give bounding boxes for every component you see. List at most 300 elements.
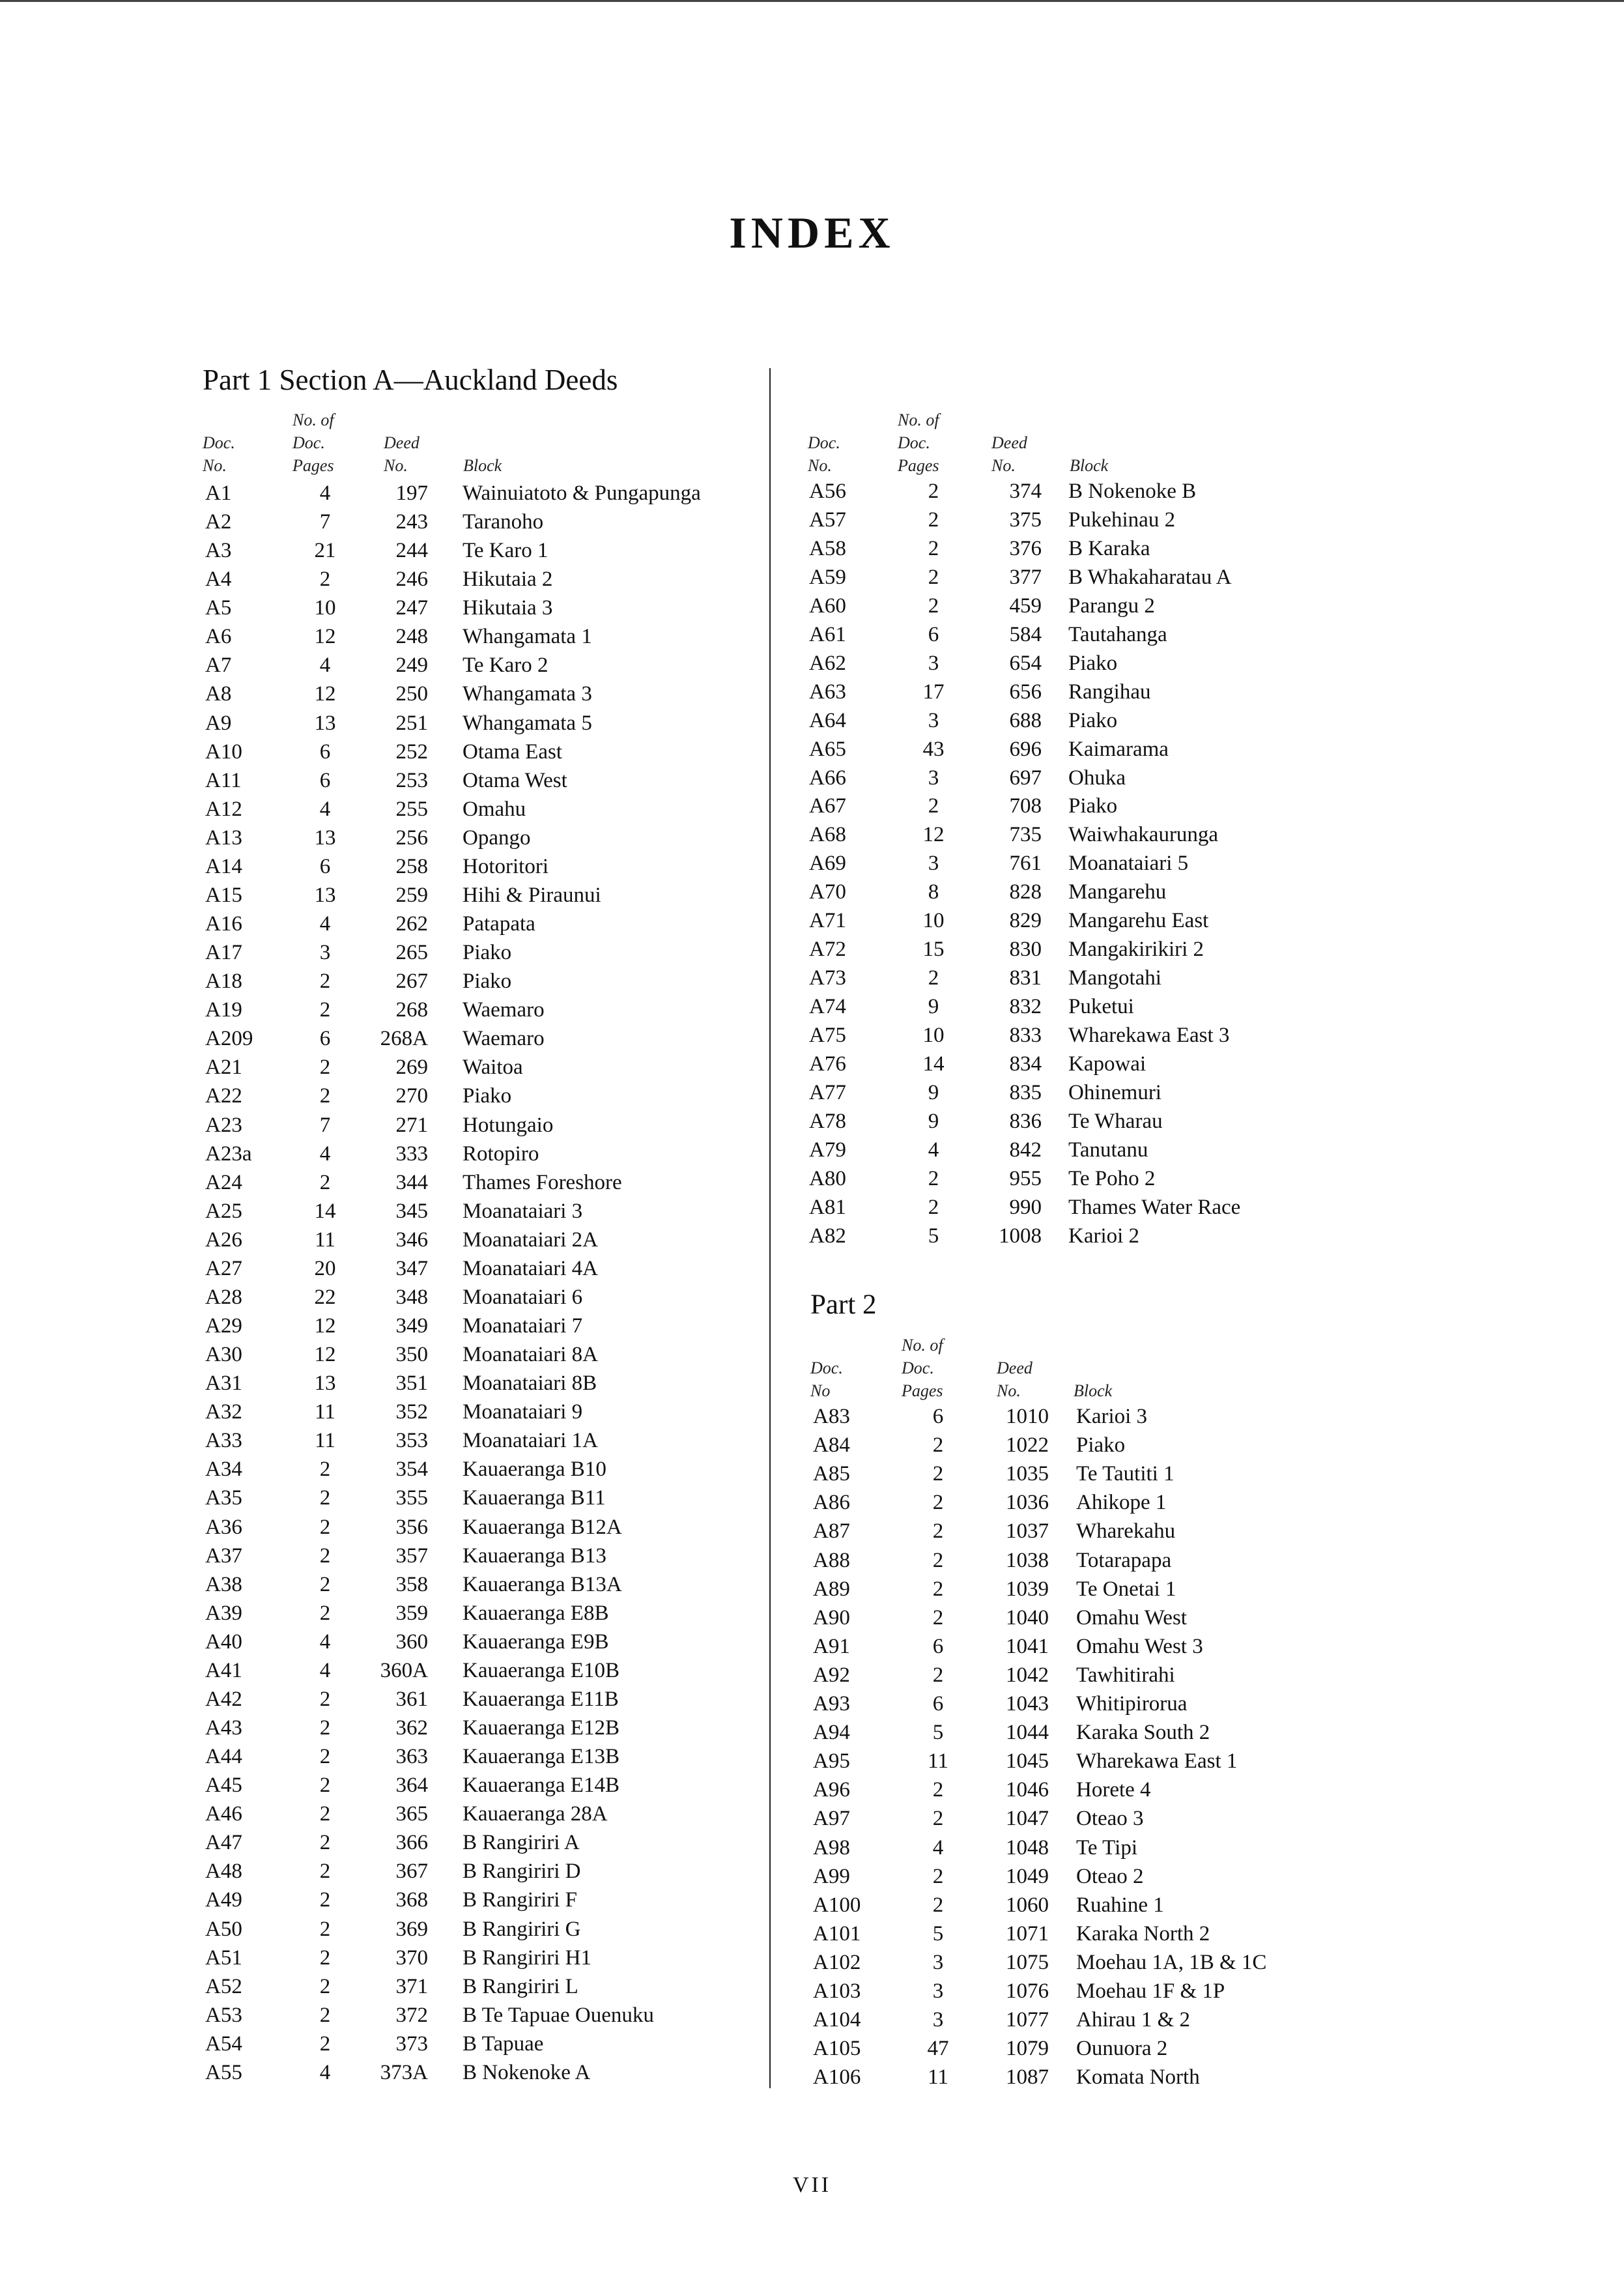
doc-number: A42 — [205, 1687, 242, 1711]
doc-number: A1 — [205, 481, 232, 505]
index-row — [810, 1546, 1397, 1575]
block-name: Whangamata 3 — [463, 682, 592, 706]
index-row — [203, 1685, 763, 1714]
page-count: 8 — [928, 880, 939, 904]
deed-number: 251 — [395, 711, 428, 735]
block-name: Piako — [463, 970, 512, 994]
index-row — [203, 738, 763, 766]
doc-number: A45 — [205, 1774, 242, 1798]
block-name: Piako — [463, 1084, 512, 1108]
part1-heading: Part 1 Section A—Auckland Deeds — [203, 364, 618, 396]
page-count: 11 — [315, 1400, 335, 1424]
block-name: Karioi 3 — [1076, 1405, 1148, 1428]
index-row — [203, 1771, 763, 1800]
block-name: Piako — [1076, 1433, 1126, 1458]
index-row — [203, 1053, 763, 1082]
index-row — [810, 1862, 1397, 1891]
deed-number: 355 — [395, 1486, 428, 1510]
deed-number: 373 — [395, 2032, 428, 2056]
deed-number: 1060 — [1006, 1893, 1049, 1917]
page-count: 7 — [319, 1113, 331, 1137]
index-row — [808, 678, 1394, 706]
block-name: Whangamata 5 — [463, 711, 592, 735]
doc-number: A78 — [809, 1109, 846, 1133]
block-name: B Te Tapuae Ouenuku — [463, 2003, 654, 2027]
block-name: Wharekawa East 1 — [1076, 1749, 1238, 1774]
index-row — [808, 964, 1394, 992]
deed-number: 1039 — [1006, 1577, 1049, 1601]
doc-number: A66 — [809, 766, 846, 790]
block-name: Te Tipi — [1076, 1835, 1137, 1860]
header-deed-no — [991, 431, 1027, 477]
index-row — [203, 1656, 763, 1685]
deed-number: 1008 — [999, 1224, 1042, 1248]
doc-number: A76 — [809, 1052, 846, 1076]
block-name: Wainuiatoto & Pungapunga — [463, 481, 701, 505]
doc-number: A77 — [809, 1080, 846, 1104]
deed-number: 350 — [395, 1343, 428, 1367]
page-count: 43 — [922, 737, 945, 761]
index-row — [808, 592, 1394, 620]
doc-number: A86 — [813, 1491, 850, 1515]
header-deed-line2: No. — [997, 1381, 1021, 1400]
page-count: 2 — [319, 998, 331, 1022]
block-name: Hikutaia 2 — [463, 568, 553, 592]
index-row — [203, 709, 763, 738]
doc-number: A95 — [813, 1749, 850, 1774]
deed-number: 249 — [395, 654, 428, 678]
page-count: 4 — [928, 1138, 939, 1162]
block-name: Pukehinau 2 — [1068, 508, 1176, 532]
block-name: Moanataiari 3 — [463, 1199, 583, 1223]
header-deed-line2: No. — [384, 456, 408, 475]
page-count: 3 — [928, 708, 939, 732]
deed-number: 256 — [395, 826, 428, 850]
page-count: 2 — [319, 2003, 331, 2027]
page-count: 2 — [319, 1716, 331, 1740]
page-count: 3 — [928, 852, 939, 876]
page-count: 21 — [314, 539, 336, 563]
page-count: 2 — [319, 1486, 331, 1510]
deed-number: 1038 — [1006, 1548, 1049, 1572]
doc-number: A41 — [205, 1658, 242, 1682]
block-name: Waemaro — [463, 998, 545, 1022]
doc-number: A43 — [205, 1716, 242, 1740]
doc-number: A82 — [809, 1224, 846, 1248]
block-name: Ounuora 2 — [1076, 2037, 1168, 2061]
index-row — [203, 1283, 763, 1312]
block-name: Kauaeranga E8B — [463, 1601, 609, 1625]
page-count: 4 — [319, 1658, 331, 1682]
block-name: Te Tautiti 1 — [1076, 1462, 1175, 1486]
index-row — [203, 1972, 763, 2001]
deed-number: 364 — [395, 1774, 428, 1798]
deed-number: 358 — [395, 1572, 428, 1596]
page-count: 2 — [319, 1170, 331, 1194]
deed-number: 833 — [1009, 1024, 1042, 1048]
page-count: 4 — [319, 654, 331, 678]
index-row — [808, 1107, 1394, 1136]
index-row — [810, 1661, 1397, 1689]
page-count: 2 — [932, 1577, 944, 1601]
doc-number: A29 — [205, 1314, 242, 1338]
page-count: 2 — [928, 565, 939, 589]
deed-number: 696 — [1009, 737, 1042, 761]
block-name: B Rangiriri L — [463, 1974, 578, 1998]
block-name: Karaka North 2 — [1076, 1921, 1210, 1946]
index-row — [810, 1459, 1397, 1488]
page-count: 4 — [319, 797, 331, 821]
doc-number: A83 — [813, 1405, 850, 1428]
doc-number: A19 — [205, 998, 242, 1022]
doc-number: A60 — [809, 594, 846, 618]
page-count: 2 — [928, 1166, 939, 1190]
deed-number: 375 — [1009, 508, 1042, 532]
block-name: Mangakirikiri 2 — [1068, 938, 1204, 962]
block-name: Waitoa — [463, 1056, 523, 1080]
deed-number: 1044 — [1006, 1721, 1049, 1745]
doc-number: A105 — [813, 2037, 861, 2061]
doc-number: A10 — [205, 740, 242, 764]
block-name: Omahu West 3 — [1076, 1634, 1203, 1658]
page-count: 4 — [319, 912, 331, 936]
block-name: Mangarehu East — [1068, 909, 1209, 933]
index-row — [810, 1718, 1397, 1747]
index-row — [203, 1140, 763, 1168]
deed-number: 359 — [395, 1601, 428, 1625]
doc-number: A61 — [809, 622, 846, 646]
block-name: Hikutaia 3 — [463, 596, 553, 620]
doc-number: A31 — [205, 1372, 242, 1396]
part1-right-rows — [808, 477, 1394, 1272]
doc-number: A68 — [809, 823, 846, 847]
block-name: B Nokenoke A — [463, 2060, 591, 2084]
block-name: Waiwhakaurunga — [1068, 823, 1219, 847]
deed-number: 253 — [395, 768, 428, 792]
index-row — [808, 764, 1394, 792]
part1-left-rows — [203, 479, 763, 2095]
doc-number: A38 — [205, 1572, 242, 1596]
index-row — [203, 1254, 763, 1283]
index-row — [203, 1599, 763, 1628]
page-count: 2 — [932, 1548, 944, 1572]
block-name: Moanataiari 9 — [463, 1400, 583, 1424]
index-row — [808, 849, 1394, 878]
page-count: 11 — [315, 1228, 335, 1252]
deed-number: 353 — [395, 1429, 428, 1453]
page-count: 2 — [932, 1433, 944, 1458]
page-count: 3 — [928, 766, 939, 790]
page-count: 2 — [319, 1458, 331, 1482]
page-count: 2 — [932, 1663, 944, 1687]
block-name: Te Wharau — [1068, 1109, 1163, 1133]
block-name: Kaimarama — [1068, 737, 1169, 761]
doc-number: A81 — [809, 1195, 846, 1219]
index-row — [203, 1800, 763, 1828]
block-name: Moanataiari 6 — [463, 1285, 583, 1309]
index-row — [810, 1575, 1397, 1603]
index-row — [203, 1857, 763, 1886]
page-count: 2 — [928, 1195, 939, 1219]
block-name: Moanataiari 8B — [463, 1372, 597, 1396]
index-row — [808, 649, 1394, 678]
deed-number: 244 — [395, 539, 428, 563]
block-name: Hotungaio — [463, 1113, 554, 1137]
page-count: 6 — [932, 1405, 944, 1428]
index-row — [203, 795, 763, 824]
page-count: 10 — [314, 596, 336, 620]
doc-number: A88 — [813, 1548, 850, 1572]
index-row — [203, 1828, 763, 1857]
doc-number: A37 — [205, 1544, 242, 1568]
deed-number: 1036 — [1006, 1491, 1049, 1515]
block-name: Patapata — [463, 912, 535, 936]
page-count: 4 — [319, 1142, 331, 1166]
doc-number: A54 — [205, 2032, 242, 2056]
doc-number: A26 — [205, 1228, 242, 1252]
deed-number: 269 — [395, 1056, 428, 1080]
page-count: 2 — [319, 1544, 331, 1568]
deed-number: 708 — [1009, 794, 1042, 818]
deed-number: 1040 — [1006, 1605, 1049, 1630]
index-row — [203, 766, 763, 795]
deed-number: 268A — [380, 1027, 428, 1051]
block-name: Te Karo 2 — [463, 654, 548, 678]
block-name: Komata North — [1076, 2065, 1200, 2090]
deed-number: 248 — [395, 625, 428, 649]
index-row — [203, 1369, 763, 1398]
doc-number: A33 — [205, 1429, 242, 1453]
page-count: 14 — [922, 1052, 945, 1076]
index-row — [203, 1168, 763, 1197]
block-name: Rangihau — [1068, 680, 1151, 704]
index-row — [808, 1021, 1394, 1050]
deed-number: 268 — [395, 998, 428, 1022]
deed-number: 259 — [395, 883, 428, 907]
deed-number: 697 — [1009, 766, 1042, 790]
deed-number: 357 — [395, 1544, 428, 1568]
page-count: 11 — [928, 2065, 948, 2090]
page-number: VII — [792, 2173, 832, 2197]
doc-number: A36 — [205, 1515, 242, 1539]
page-count: 2 — [932, 1864, 944, 1888]
index-row — [810, 1833, 1397, 1862]
deed-number: 1046 — [1006, 1778, 1049, 1802]
index-row — [810, 1977, 1397, 2005]
index-row — [810, 2063, 1397, 2091]
deed-number: 1076 — [1006, 1979, 1049, 2003]
index-row — [203, 622, 763, 651]
index-row — [808, 820, 1394, 849]
doc-number: A32 — [205, 1400, 242, 1424]
page-count: 6 — [932, 1634, 944, 1658]
deed-number: 349 — [395, 1314, 428, 1338]
index-row — [808, 563, 1394, 592]
block-name: Karioi 2 — [1068, 1224, 1140, 1248]
block-name: B Karaka — [1068, 536, 1150, 560]
block-name: Whangamata 1 — [463, 625, 592, 649]
doc-number: A58 — [809, 536, 846, 560]
doc-number: A96 — [813, 1778, 850, 1802]
page-count: 3 — [928, 651, 939, 675]
deed-number: 370 — [395, 1946, 428, 1970]
page-count: 4 — [319, 2060, 331, 2084]
index-row — [203, 910, 763, 938]
page-count: 2 — [319, 1946, 331, 1970]
doc-number: A46 — [205, 1802, 242, 1826]
page-count: 2 — [319, 1601, 331, 1625]
deed-number: 459 — [1009, 594, 1042, 618]
part1-left-header — [203, 404, 763, 482]
header-deed-no — [384, 431, 420, 477]
doc-number: A51 — [205, 1946, 242, 1970]
deed-number: 250 — [395, 682, 428, 706]
index-row — [808, 477, 1394, 506]
doc-number: A8 — [205, 682, 232, 706]
block-name: Oteao 2 — [1076, 1864, 1144, 1888]
page-count: 2 — [319, 1056, 331, 1080]
index-row — [203, 1226, 763, 1254]
deed-number: 366 — [395, 1831, 428, 1855]
deed-number: 834 — [1009, 1052, 1042, 1076]
deed-number: 1047 — [1006, 1807, 1049, 1831]
page-count: 9 — [928, 1080, 939, 1104]
index-row — [203, 2030, 763, 2058]
block-name: B Whakaharatau A — [1068, 565, 1232, 589]
block-name: Moanataiari 2A — [463, 1228, 599, 1252]
block-name: B Rangiriri H1 — [463, 1946, 591, 1970]
page-count: 12 — [314, 682, 336, 706]
index-row — [203, 1312, 763, 1340]
index-row — [203, 1628, 763, 1656]
doc-number: A53 — [205, 2003, 242, 2027]
deed-number: 688 — [1009, 708, 1042, 732]
doc-number: A23 — [205, 1113, 242, 1137]
deed-number: 363 — [395, 1745, 428, 1769]
block-name: Piako — [1068, 651, 1118, 675]
doc-number: A106 — [813, 2065, 861, 2090]
block-name: B Rangiriri G — [463, 1917, 581, 1941]
page-count: 6 — [932, 1692, 944, 1716]
doc-number: A72 — [809, 938, 846, 962]
block-name: Omahu West — [1076, 1605, 1187, 1630]
block-name: Ohinemuri — [1068, 1080, 1161, 1104]
deed-number: 267 — [395, 970, 428, 994]
page-count: 2 — [319, 1831, 331, 1855]
doc-number: A101 — [813, 1921, 861, 1946]
page-count: 2 — [932, 1605, 944, 1630]
doc-number: A55 — [205, 2060, 242, 2084]
block-name: Kauaeranga E10B — [463, 1658, 620, 1682]
block-name: Tanutanu — [1068, 1138, 1148, 1162]
deed-number: 1037 — [1006, 1519, 1049, 1544]
index-row — [808, 935, 1394, 964]
header-block: Block — [1070, 456, 1109, 475]
header-pages-line1: No. of — [898, 410, 939, 429]
block-name: Otama East — [463, 740, 563, 764]
deed-number: 1071 — [1006, 1921, 1049, 1946]
index-row — [203, 1714, 763, 1742]
deed-number: 262 — [395, 912, 428, 936]
index-row — [810, 1488, 1397, 1517]
block-name: Kauaeranga B12A — [463, 1515, 622, 1539]
index-row — [203, 2001, 763, 2030]
index-row — [203, 967, 763, 996]
page-count: 20 — [314, 1256, 336, 1280]
page-count: 10 — [922, 1024, 945, 1048]
block-name: B Nokenoke B — [1068, 480, 1197, 503]
doc-number: A104 — [813, 2008, 861, 2032]
doc-number: A3 — [205, 539, 232, 563]
index-row — [203, 536, 763, 565]
block-name: B Rangiriri F — [463, 1888, 578, 1912]
deed-number: 990 — [1009, 1195, 1042, 1219]
doc-number: A84 — [813, 1433, 850, 1458]
page-title: INDEX — [729, 208, 895, 257]
deed-number: 761 — [1009, 852, 1042, 876]
header-deed-line1: Deed — [997, 1358, 1033, 1377]
block-name: Te Onetai 1 — [1076, 1577, 1176, 1601]
doc-number: A98 — [813, 1835, 850, 1860]
doc-number: A59 — [809, 565, 846, 589]
page-count: 2 — [932, 1893, 944, 1917]
index-row — [810, 1891, 1397, 1919]
doc-number: A11 — [205, 768, 242, 792]
doc-number: A9 — [205, 711, 232, 735]
block-name: Hihi & Piraunui — [463, 883, 601, 907]
deed-number: 1043 — [1006, 1692, 1049, 1716]
doc-number: A28 — [205, 1285, 242, 1309]
deed-number: 361 — [395, 1687, 428, 1711]
block-name: Piako — [1068, 794, 1118, 818]
page-count: 10 — [922, 909, 945, 933]
index-row — [808, 506, 1394, 534]
block-name: Kauaeranga E9B — [463, 1630, 609, 1654]
index-row — [203, 1197, 763, 1226]
deed-number: 352 — [395, 1400, 428, 1424]
deed-number: 1035 — [1006, 1462, 1049, 1486]
index-row — [203, 996, 763, 1024]
page-count: 2 — [319, 1888, 331, 1912]
index-row — [203, 508, 763, 536]
page-count: 4 — [932, 1835, 944, 1860]
page-count: 13 — [314, 826, 336, 850]
deed-number: 1087 — [1006, 2065, 1049, 2090]
page-count: 5 — [932, 1921, 944, 1946]
block-name: Moanataiari 1A — [463, 1429, 599, 1453]
doc-number: A56 — [809, 480, 846, 503]
page-count: 2 — [928, 536, 939, 560]
header-deed-line1: Deed — [991, 433, 1027, 452]
page-count: 12 — [314, 625, 336, 649]
header-doc-no — [810, 1357, 843, 1402]
page-count: 9 — [928, 995, 939, 1019]
deed-number: 360A — [380, 1658, 428, 1682]
header-deed-no — [997, 1357, 1033, 1402]
deed-number: 246 — [395, 568, 428, 592]
index-row — [810, 1948, 1397, 1977]
block-name: B Rangiriri A — [463, 1831, 580, 1855]
index-row — [203, 1111, 763, 1140]
index-row — [808, 1078, 1394, 1107]
index-row — [808, 906, 1394, 935]
page-count: 11 — [928, 1749, 948, 1774]
index-row — [810, 1431, 1397, 1459]
deed-number: 829 — [1009, 909, 1042, 933]
deed-number: 354 — [395, 1458, 428, 1482]
doc-number: A100 — [813, 1893, 861, 1917]
page-count: 2 — [319, 1572, 331, 1596]
